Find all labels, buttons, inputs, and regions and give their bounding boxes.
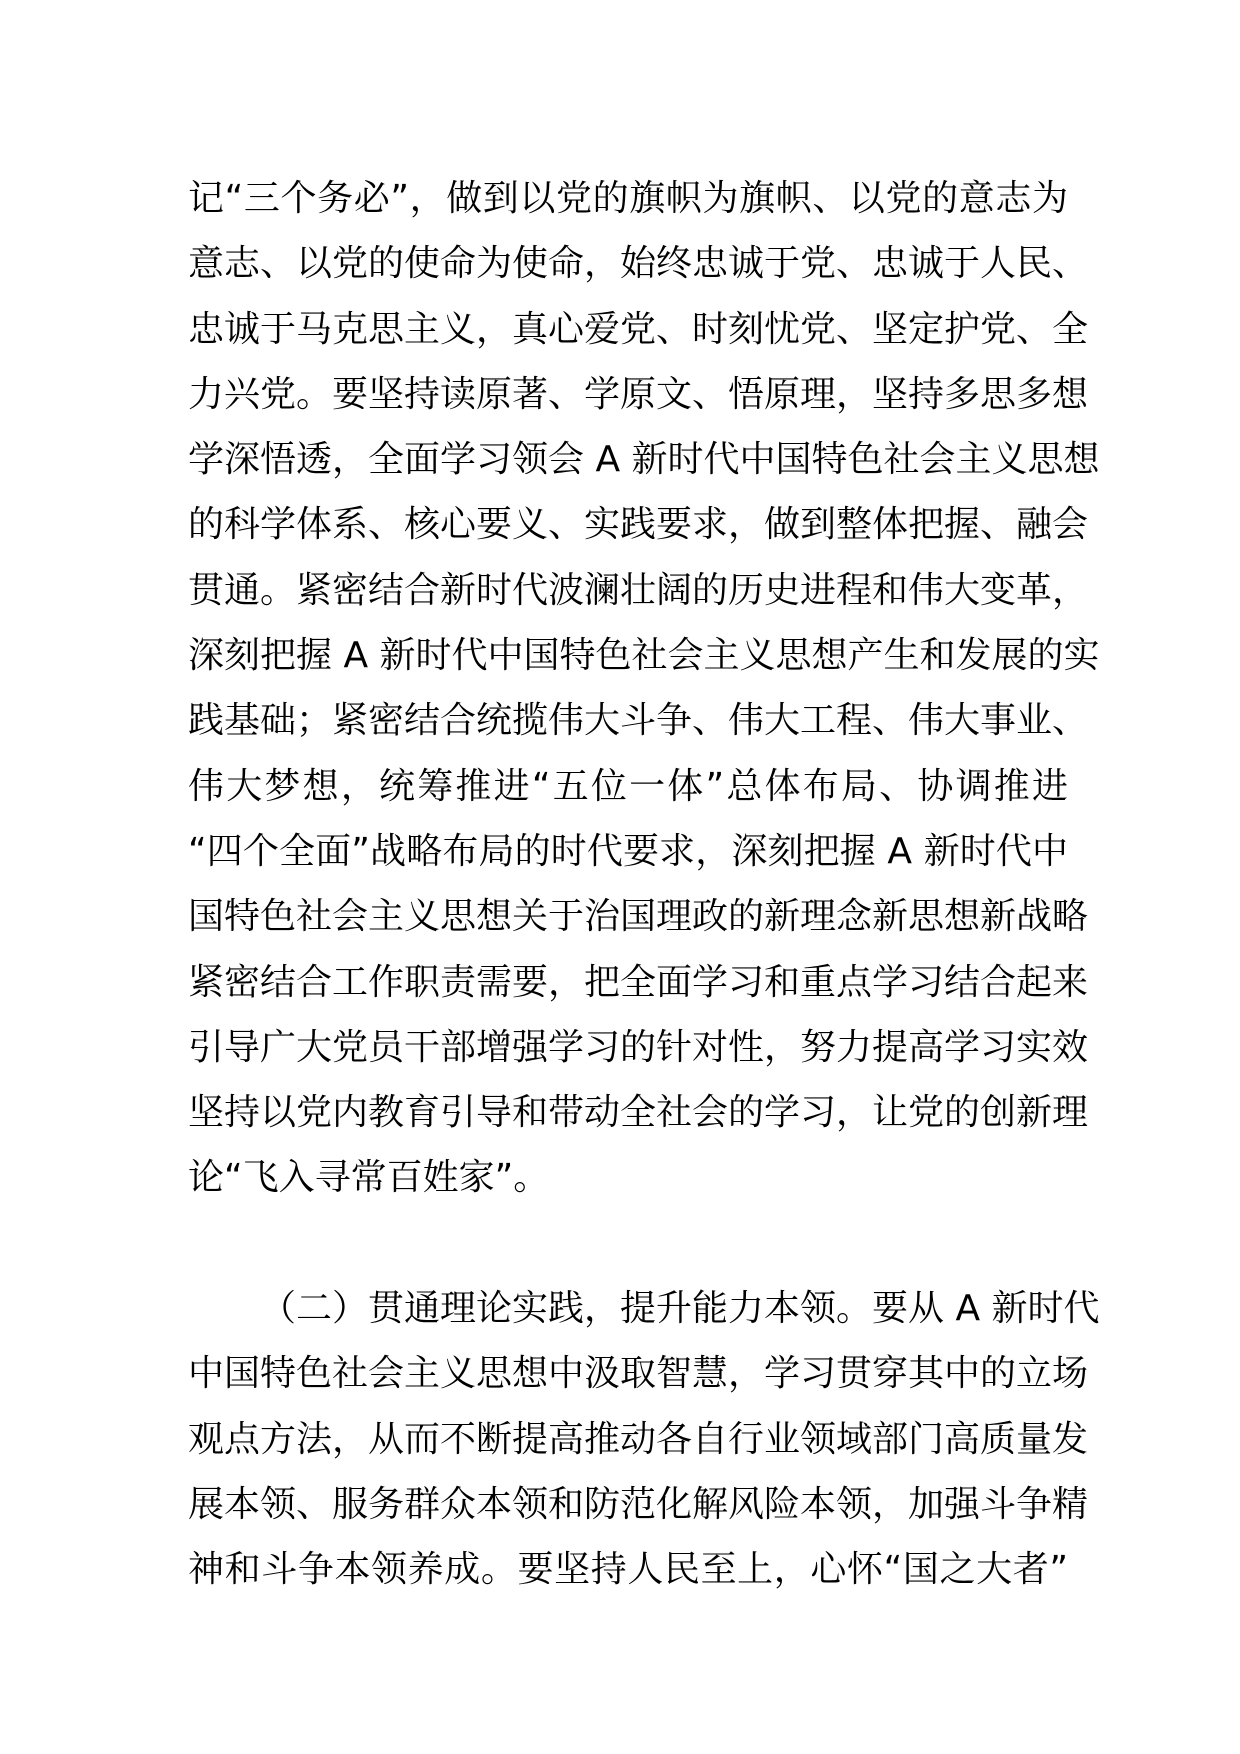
text-line: 坚持以党内教育引导和带动全社会的学习，让党的创新理 xyxy=(188,1092,1089,1134)
text-line: 展本领、服务群众本领和防范化解风险本领，加强斗争精 xyxy=(188,1483,1089,1525)
text-line: 力兴党。要坚持读原著、学原文、悟原理，坚持多思多想 xyxy=(188,373,1089,415)
paragraph-2 xyxy=(188,1276,1100,1602)
text-line: 的科学体系、核心要义、实践要求，做到整体把握、融会 xyxy=(188,504,1089,546)
text-line: “四个全面”战略布局的时代要求，深刻把握 A 新时代中 xyxy=(188,830,1068,872)
text-line: 践基础；紧密结合统揽伟大斗争、伟大工程、伟大事业、 xyxy=(188,700,1089,742)
text-line: 伟大梦想，统筹推进“五位一体”总体布局、协调推进 xyxy=(188,765,1068,807)
text-line: 意志、以党的使命为使命，始终忠诚于党、忠诚于人民、 xyxy=(188,243,1089,285)
text-line: 深刻把握 A 新时代中国特色社会主义思想产生和发展的实 xyxy=(188,635,1100,677)
text-line: 引导广大党员干部增强学习的针对性，努力提高学习实效 xyxy=(188,1026,1089,1068)
text-line: 学深悟透，全面学习领会 A 新时代中国特色社会主义思想 xyxy=(188,439,1100,481)
text-line: 观点方法，从而不断提高推动各自行业领域部门高质量发 xyxy=(188,1418,1089,1460)
text-line: 论“飞入寻常百姓家”。 xyxy=(188,1157,550,1199)
text-line: 中国特色社会主义思想中汲取智慧，学习贯穿其中的立场 xyxy=(188,1353,1089,1395)
text-line: 贯通。紧密结合新时代波澜壮阔的历史进程和伟大变革， xyxy=(188,569,1089,611)
text-line: 忠诚于马克思主义，真心爱党、时刻忧党、坚定护党、全 xyxy=(188,308,1089,350)
section-heading-line: （二）贯通理论实践，提升能力本领。要从 A 新时代 xyxy=(260,1288,1100,1329)
text-line: 神和斗争本领养成。要坚持人民至上，心怀“国之大者” xyxy=(188,1549,1068,1591)
paragraph-1 xyxy=(188,166,1100,1211)
text-line: 国特色社会主义思想关于治国理政的新理念新思想新战略 xyxy=(188,896,1089,938)
text-line: 紧密结合工作职责需要，把全面学习和重点学习结合起来 xyxy=(188,961,1089,1003)
text-line: 记“三个务必”，做到以党的旗帜为旗帜、以党的意志为 xyxy=(188,178,1068,219)
